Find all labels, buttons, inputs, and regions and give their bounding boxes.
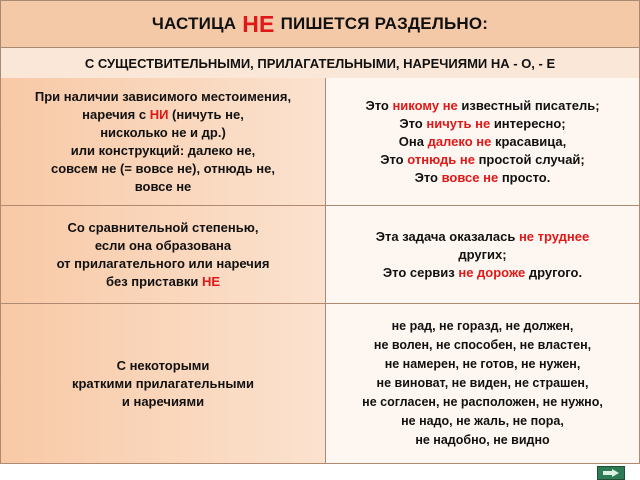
rule-text: или конструкций: далеко не, <box>70 142 256 158</box>
example-line: не рад, не горазд, не должен, <box>391 319 574 333</box>
rule-text: краткими прилагательными <box>71 375 255 391</box>
example-line: не волен, не способен, не властен, <box>373 338 592 352</box>
rule-text: совсем не (= вовсе не), отнюдь не, <box>50 160 276 176</box>
example-line: других; <box>458 246 507 262</box>
rule-cell <box>0 78 326 206</box>
rule-text: Со сравнительной степенью, <box>67 219 259 235</box>
example-cell <box>326 206 640 304</box>
rule-text: С некоторыми <box>116 357 210 373</box>
rule-text: и наречиями <box>121 393 205 409</box>
next-slide-button[interactable] <box>597 466 625 480</box>
example-line: не виноват, не виден, не страшен, <box>376 376 589 390</box>
example-line: не намерен, не готов, не нужен, <box>384 357 581 371</box>
rule-row-1 <box>0 78 640 206</box>
example-line: Это сервиз не дороже другого. <box>382 264 583 280</box>
example-line: не надобно, не видно <box>415 433 550 447</box>
example-line: Она далеко не красавица, <box>398 133 567 149</box>
example-line: не согласен, не расположен, не нужно, <box>362 395 603 409</box>
example-line: не надо, не жаль, не пора, <box>401 414 564 428</box>
rule-text: без приставки <box>105 273 202 289</box>
rule-text: вовсе не <box>134 178 192 194</box>
rule-row-2 <box>0 206 640 304</box>
example-line: Эта задача оказалась не труднее <box>375 228 590 244</box>
rule-text: наречия с <box>82 106 150 122</box>
example-cell <box>326 78 640 206</box>
title-prefix: ЧАСТИЦА <box>151 14 237 33</box>
rule-cell <box>0 206 326 304</box>
rule-text: от прилагательного или наречия <box>56 255 270 271</box>
next-arrow-icon <box>603 469 619 477</box>
rule-highlight: НЕ <box>201 273 221 289</box>
rule-text: если она образована <box>94 237 232 253</box>
rule-text: При наличии зависимого местоимения, <box>34 88 292 104</box>
page-title <box>0 0 640 48</box>
example-line: Это ничуть не интересно; <box>399 115 566 131</box>
example-line: Это никому не известный писатель; <box>365 97 600 113</box>
page-subtitle: С СУЩЕСТВИТЕЛЬНЫМИ, ПРИЛАГАТЕЛЬНЫМИ, НАРЕЧИЯМИ НА - О, - Е <box>0 47 640 79</box>
example-line: Это отнюдь не простой случай; <box>380 151 585 167</box>
rule-cell <box>0 304 326 464</box>
title-highlight: НЕ <box>242 10 275 37</box>
example-cell <box>326 304 640 464</box>
rule-row-3 <box>0 304 640 464</box>
rule-text: (ничуть не, <box>168 106 244 122</box>
rule-text: нисколько не и др.) <box>100 124 226 140</box>
rule-highlight: НИ <box>149 106 169 122</box>
example-line: Это вовсе не просто. <box>414 169 551 185</box>
title-suffix: ПИШЕТСЯ РАЗДЕЛЬНО: <box>280 14 489 33</box>
